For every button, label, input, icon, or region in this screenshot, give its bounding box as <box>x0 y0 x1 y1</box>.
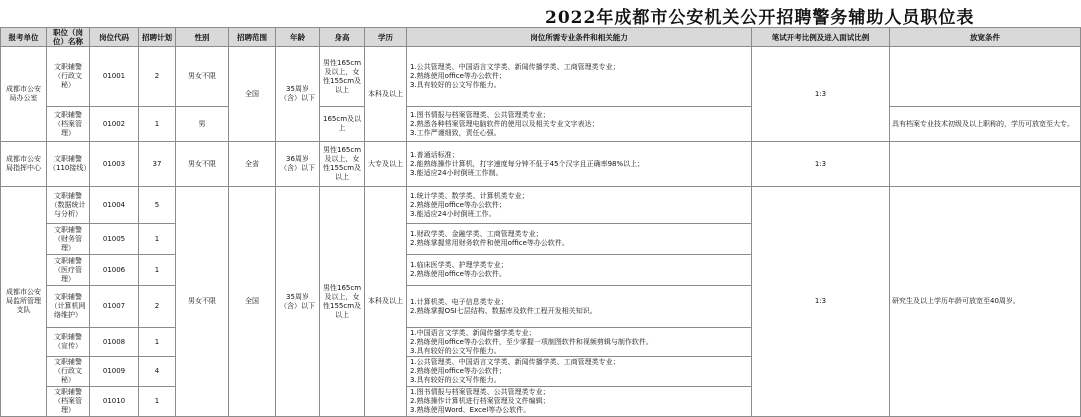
requirements-cell: 1.普通话标准； 2.能熟练操作计算机，打字速度每分钟不低于45个汉字且正确率98%以上； 3.能适应24小时倒班工作制。 <box>407 142 752 187</box>
age-cell: 35周岁（含）以下 <box>276 47 320 142</box>
ratio-cell: 1:3 <box>752 142 890 187</box>
plan-cell: 2 <box>139 47 176 107</box>
header-education: 学历 <box>365 28 407 47</box>
gender-cell: 男女不限 <box>176 47 229 107</box>
gender-cell: 男 <box>176 107 229 142</box>
relax-cell: 研究生及以上学历年龄可放宽至40周岁。 <box>890 187 1081 417</box>
education-cell: 本科及以上 <box>365 187 407 417</box>
gender-cell: 男女不限 <box>176 142 229 187</box>
relax-cell <box>890 47 1081 107</box>
code-cell: 01003 <box>90 142 139 187</box>
plan-cell: 2 <box>139 286 176 328</box>
requirements-cell: 1.临床医学类、护理学类专业； 2.熟练使用office等办公软件。 <box>407 255 752 286</box>
relax-cell <box>890 142 1081 187</box>
ratio-cell: 1:3 <box>752 187 890 417</box>
header-age: 年龄 <box>276 28 320 47</box>
position-cell: 文职辅警（宣传） <box>47 328 90 357</box>
code-cell: 01010 <box>90 387 139 417</box>
header-gender: 性别 <box>176 28 229 47</box>
plan-cell: 1 <box>139 107 176 142</box>
header-ratio: 笔试开考比例及进入面试比例 <box>752 28 890 47</box>
page-title: 2022年成都市公安机关公开招聘警务辅助人员职位表 <box>545 8 975 28</box>
header-code: 岗位代码 <box>90 28 139 47</box>
table-row <box>1 187 1081 224</box>
plan-cell: 37 <box>139 142 176 187</box>
scope-cell: 全省 <box>229 142 276 187</box>
plan-cell: 1 <box>139 387 176 417</box>
position-cell: 文职辅警（110接线） <box>47 142 90 187</box>
plan-cell: 5 <box>139 187 176 224</box>
code-cell: 01009 <box>90 357 139 387</box>
code-cell: 01006 <box>90 255 139 286</box>
header-position: 职位（岗位）名称 <box>47 28 90 47</box>
requirements-cell: 1.图书情报与档案管理类、公共管理类专业； 2.熟练操作计算机进行档案管理及文件编辑； 3.熟练使用Word、Excel等办公软件。 <box>407 387 752 417</box>
ratio-cell: 1:3 <box>752 47 890 142</box>
code-cell: 01002 <box>90 107 139 142</box>
header-height: 身高 <box>320 28 365 47</box>
position-cell: 文职辅警（医疗管理） <box>47 255 90 286</box>
code-cell: 01007 <box>90 286 139 328</box>
unit-cell: 成都市公安局指挥中心 <box>1 142 47 187</box>
position-cell: 文职辅警（行政文秘） <box>47 47 90 107</box>
height-cell: 男性165cm及以上，女性155cm及以上 <box>320 142 365 187</box>
requirements-cell: 1.中国语言文学类、新闻传播学类专业； 2.熟练使用office等办公软件，至少掌握一项制图软件和视频剪辑与制作软件。 3.具有较好的公文写作能力。 <box>407 328 752 357</box>
requirements-cell: 1.公共管理类、中国语言文学类、新闻传播学类、工商管理类专业； 2.熟练使用office等办公软件； 3.具有较好的公文写作能力。 <box>407 47 752 107</box>
unit-cell: 成都市公安局监所管理支队 <box>1 187 47 417</box>
requirements-cell: 1.公共管理类、中国语言文学类、新闻传播学类、工商管理类专业； 2.熟练使用office等办公软件； 3.具有较好的公文写作能力。 <box>407 357 752 387</box>
position-cell: 文职辅警（行政文秘） <box>47 357 90 387</box>
code-cell: 01008 <box>90 328 139 357</box>
header-row <box>1 28 1081 47</box>
position-cell: 文职辅警（档案管理） <box>47 387 90 417</box>
scope-cell: 全国 <box>229 187 276 417</box>
height-cell: 男性165cm及以上，女性155cm及以上 <box>320 47 365 107</box>
header-unit: 报考单位 <box>1 28 47 47</box>
requirements-cell: 1.财政学类、金融学类、工商管理类专业； 2.熟练掌握常用财务软件和使用office等办公软件。 <box>407 224 752 255</box>
education-cell: 本科及以上 <box>365 47 407 142</box>
plan-cell: 1 <box>139 255 176 286</box>
plan-cell: 4 <box>139 357 176 387</box>
age-cell: 36周岁（含）以下 <box>276 142 320 187</box>
code-cell: 01004 <box>90 187 139 224</box>
plan-cell: 1 <box>139 224 176 255</box>
requirements-cell: 1.计算机类、电子信息类专业； 2.熟练掌握OSI七层结构、数据库及软件工程开发相关知识。 <box>407 286 752 328</box>
age-cell: 35周岁（含）以下 <box>276 187 320 417</box>
requirements-cell: 1.统计学类、数学类、计算机类专业； 2.熟练使用office等办公软件； 3.能适应24小时倒班工作。 <box>407 187 752 224</box>
position-cell: 文职辅警（档案管理） <box>47 107 90 142</box>
header-plan: 招聘计划 <box>139 28 176 47</box>
education-cell: 大专及以上 <box>365 142 407 187</box>
plan-cell: 1 <box>139 328 176 357</box>
requirements-cell: 1.图书情报与档案管理类、公共管理类专业； 2.熟悉各种档案管理电脑软件的使用以及相关专业文字表达； 3.工作严谨细致，责任心强。 <box>407 107 752 142</box>
table-row <box>1 47 1081 107</box>
unit-cell: 成都市公安局办公室 <box>1 47 47 142</box>
code-cell: 01005 <box>90 224 139 255</box>
code-cell: 01001 <box>90 47 139 107</box>
header-relax: 放宽条件 <box>890 28 1081 47</box>
table-row <box>1 142 1081 187</box>
height-cell: 男性165cm及以上，女性155cm及以上 <box>320 187 365 417</box>
height-cell: 165cm及以上 <box>320 107 365 142</box>
position-table <box>0 27 1081 417</box>
header-scope: 招聘范围 <box>229 28 276 47</box>
position-cell: 文职辅警（计算机网络维护） <box>47 286 90 328</box>
position-cell: 文职辅警（财务管理） <box>47 224 90 255</box>
gender-cell: 男女不限 <box>176 187 229 417</box>
scope-cell: 全国 <box>229 47 276 142</box>
table-row <box>1 107 1081 142</box>
position-cell: 文职辅警（数据统计与分析） <box>47 187 90 224</box>
relax-cell: 具有档案专业技术初级及以上职称的，学历可放宽至大专。 <box>890 107 1081 142</box>
header-requirements: 岗位所需专业条件和相关能力 <box>407 28 752 47</box>
